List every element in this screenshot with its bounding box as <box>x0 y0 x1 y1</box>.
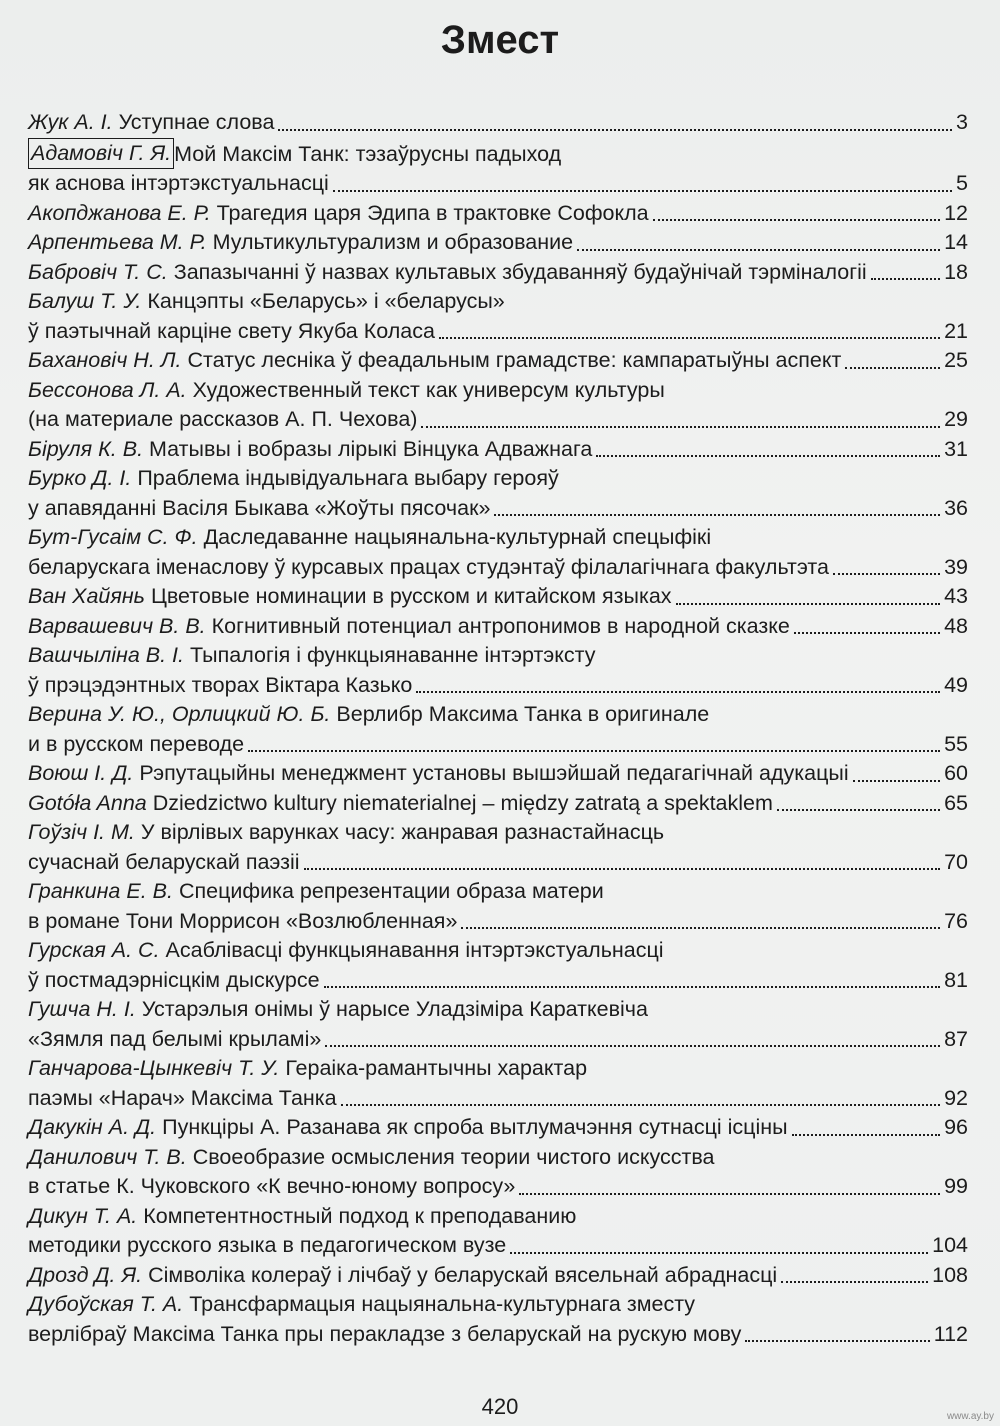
toc-line <box>28 108 968 138</box>
toc-line <box>28 228 968 258</box>
toc-title: Канцэпты «Беларусь» і «беларусы» <box>147 289 505 313</box>
dot-leader <box>792 1134 940 1136</box>
toc-page-number: 70 <box>944 849 968 874</box>
toc-page-number: 104 <box>932 1233 968 1257</box>
toc-title: Сімволіка колераў і лічбаў у беларускай вясельнай абраднасці <box>148 1262 778 1287</box>
toc-title: Художественный текст как универсум культуры <box>192 377 665 402</box>
toc-line <box>28 1320 968 1350</box>
toc-title: у апавяданні Васіля Быкава «Жоўты пясочак» <box>28 495 491 520</box>
dot-leader <box>676 603 941 605</box>
toc-page-number: 18 <box>944 259 968 284</box>
toc-line <box>28 287 968 317</box>
toc-line <box>28 1261 968 1291</box>
toc-line <box>28 700 968 730</box>
toc-line <box>28 1113 968 1143</box>
toc-author: Дикун Т. А. <box>28 1203 138 1228</box>
toc-author: Гурская А. С. <box>28 938 160 962</box>
dot-leader <box>510 1252 928 1254</box>
toc-title: Гераіка-рамантычны характар <box>285 1056 588 1080</box>
toc-entry <box>28 877 968 936</box>
toc-page-number: 29 <box>944 407 968 431</box>
toc-title: Компетентностный подход к преподаванию <box>143 1203 577 1228</box>
toc-author: Данилович Т. В. <box>28 1144 187 1169</box>
toc-title: Асаблівасці функцыянавання інтэртэкстуальнасці <box>165 938 664 962</box>
toc-page-number: 14 <box>944 230 968 254</box>
toc-entry <box>28 199 968 229</box>
toc-entry <box>28 1202 968 1261</box>
dot-leader <box>853 780 940 782</box>
toc-author: Вашчыліна В. І. <box>28 643 184 667</box>
toc-entry <box>28 1143 968 1202</box>
toc-line <box>28 1025 968 1055</box>
toc-author: Дакукін А. Д. <box>28 1115 157 1139</box>
toc-title: Трансфармацыя нацыянальна-культурнага зместу <box>189 1292 696 1316</box>
toc-line <box>28 1172 968 1202</box>
toc-line <box>28 553 968 583</box>
toc-page-number: 60 <box>944 761 968 785</box>
toc-page-number: 81 <box>944 967 968 992</box>
toc-author: Жук А. І. <box>28 110 113 134</box>
table-of-contents <box>28 108 968 1349</box>
toc-author: Гушча Н. І. <box>28 997 136 1021</box>
toc-page-number: 108 <box>932 1262 968 1287</box>
toc-line <box>28 759 968 789</box>
toc-author: Бабровіч Т. С. <box>28 259 168 284</box>
toc-entry <box>28 1261 968 1291</box>
toc-line <box>28 258 968 288</box>
dot-leader <box>577 249 940 251</box>
toc-author: Бахановіч Н. Л. <box>28 348 182 372</box>
toc-line <box>28 966 968 996</box>
toc-entry <box>28 464 968 523</box>
toc-line <box>28 612 968 642</box>
dot-leader <box>416 691 940 693</box>
dot-leader <box>278 129 952 131</box>
toc-author: Акопджанова Е. Р. <box>28 200 211 225</box>
toc-title: Специфика репрезентации образа матери <box>178 879 604 903</box>
toc-author: Бут-Гусаім С. Ф. <box>28 525 198 549</box>
toc-author: Біруля К. В. <box>28 436 144 461</box>
toc-title: (на материале рассказов А. П. Чехова) <box>28 407 418 431</box>
watermark: www.ay.by <box>946 1411 994 1422</box>
toc-line <box>28 346 968 376</box>
toc-entry <box>28 523 968 582</box>
toc-line <box>28 199 968 229</box>
toc-page-number: 31 <box>944 436 968 461</box>
toc-line <box>28 138 968 170</box>
toc-page-number: 49 <box>944 672 968 697</box>
toc-author: Адамовіч Г. Я. <box>28 138 174 170</box>
dot-leader <box>777 809 940 811</box>
toc-title: Пункціры А. Разанава як спроба вытлумачэння сутнасці ісціны <box>162 1115 788 1139</box>
toc-line <box>28 789 968 819</box>
dot-leader <box>745 1340 929 1342</box>
toc-entry <box>28 936 968 995</box>
toc-line <box>28 317 968 347</box>
toc-line <box>28 907 968 937</box>
toc-author: Арпентьева М. Р. <box>28 230 207 254</box>
toc-entry <box>28 612 968 642</box>
toc-entry <box>28 1290 968 1349</box>
toc-line <box>28 582 968 612</box>
toc-entry <box>28 700 968 759</box>
dot-leader <box>421 426 940 428</box>
toc-title: в статье К. Чуковского «К вечно-юному вопросу» <box>28 1174 516 1198</box>
toc-page-number: 3 <box>956 110 968 134</box>
toc-line <box>28 1143 968 1173</box>
toc-title: Мой Максім Танк: тэзаўрусны падыход <box>174 141 562 166</box>
toc-entry <box>28 1054 968 1113</box>
toc-title: Запазычанні ў назвах культавых збудаванняў будаўнічай тэрміналогіі <box>173 259 867 284</box>
toc-page-number: 48 <box>944 613 968 638</box>
toc-page-number: 21 <box>944 318 968 343</box>
toc-entry <box>28 138 968 199</box>
toc-line <box>28 818 968 848</box>
toc-author: Ван Хайянь <box>28 584 145 608</box>
toc-line <box>28 1084 968 1114</box>
toc-title: Своеобразие осмысления теории чистого искусства <box>192 1144 715 1169</box>
toc-page-number: 55 <box>944 731 968 756</box>
toc-title: беларускага іменаслову ў курсавых працах студэнтаў філалагічнага факультэта <box>28 554 829 579</box>
dot-leader <box>439 337 940 339</box>
toc-title: методики русского языка в педагогическом вузе <box>28 1233 507 1257</box>
toc-author: Варвашевич В. В. <box>28 613 206 638</box>
dot-leader <box>324 986 940 988</box>
toc-line <box>28 848 968 878</box>
toc-line <box>28 1290 968 1320</box>
dot-leader <box>845 367 940 369</box>
toc-title: в романе Тони Моррисон «Возлюбленная» <box>28 908 458 933</box>
toc-page-number: 12 <box>944 200 968 225</box>
toc-title: «Зямля пад белымі крыламі» <box>28 1026 322 1051</box>
toc-author: Gotóła Anna <box>28 790 147 815</box>
toc-page-number: 5 <box>956 171 968 195</box>
dot-leader <box>833 573 940 575</box>
toc-title: Рэпутацыйны менеджмент установы вышэйшай педагагічнай адукацыі <box>139 761 849 785</box>
toc-title: Праблема індывідуальнага выбару герояў <box>137 466 559 490</box>
toc-title: Трагедия царя Эдипа в трактовке Софокла <box>216 200 649 225</box>
toc-line <box>28 1231 968 1261</box>
toc-entry <box>28 435 968 465</box>
toc-title: Даследаванне нацыянальна-культурнай спецыфікі <box>203 525 712 549</box>
toc-entry <box>28 287 968 346</box>
dot-leader <box>304 868 941 870</box>
toc-page-number: 112 <box>933 1321 968 1346</box>
toc-page-number: 39 <box>944 554 968 579</box>
toc-line <box>28 405 968 435</box>
toc-title: ў паэтычнай карціне свету Якуба Коласа <box>28 318 435 343</box>
dot-leader <box>781 1281 928 1283</box>
toc-author: Ганчарова-Цынкевіч Т. У. <box>28 1056 280 1080</box>
toc-author: Бурко Д. І. <box>28 466 132 490</box>
dot-leader <box>333 190 952 192</box>
toc-entry <box>28 641 968 700</box>
toc-entry <box>28 376 968 435</box>
toc-title: Устарэлыя онімы ў нарысе Уладзіміра Караткевіча <box>141 997 648 1021</box>
toc-page-number: 43 <box>944 584 968 608</box>
dot-leader <box>461 927 940 929</box>
toc-title: ў постмадэрнісцкім дыскурсе <box>28 967 320 992</box>
toc-entry <box>28 995 968 1054</box>
toc-line <box>28 730 968 760</box>
toc-line <box>28 995 968 1025</box>
toc-title: сучаснай беларускай паэзіі <box>28 849 300 874</box>
toc-line <box>28 671 968 701</box>
toc-title: и в русском переводе <box>28 731 245 756</box>
page-number: 420 <box>481 1394 519 1419</box>
toc-page-number: 76 <box>944 908 968 933</box>
toc-title: Dziedzictwo kultury niematerialnej – między zatratą a spektaklem <box>152 790 773 815</box>
toc-title: Матывы і вобразы лірыкі Вінцука Адважнага <box>149 436 593 461</box>
toc-entry <box>28 1113 968 1143</box>
toc-entry <box>28 108 968 138</box>
toc-page-number: 65 <box>944 790 968 815</box>
toc-title: У вірлівых варунках часу: жанравая разнастайнасць <box>140 820 665 844</box>
toc-page-number: 92 <box>944 1085 968 1110</box>
toc-page-number: 87 <box>944 1026 968 1051</box>
dot-leader <box>248 750 940 752</box>
toc-entry <box>28 346 968 376</box>
toc-line <box>28 1054 968 1084</box>
toc-entry <box>28 789 968 819</box>
toc-page-number: 96 <box>944 1115 968 1139</box>
toc-line <box>28 1202 968 1232</box>
toc-title: Тыпалогія і функцыянаванне інтэртэксту <box>189 643 596 667</box>
toc-title: Верлибр Максима Танка в оригинале <box>336 702 710 726</box>
toc-page-number: 36 <box>944 495 968 520</box>
toc-line <box>28 464 968 494</box>
dot-leader <box>871 278 940 280</box>
toc-entry <box>28 228 968 258</box>
toc-author: Гоўзіч І. М. <box>28 820 135 844</box>
dot-leader <box>494 514 940 516</box>
dot-leader <box>596 455 940 457</box>
dot-leader <box>341 1104 940 1106</box>
toc-title: як аснова інтэртэкстуальнасці <box>28 171 329 195</box>
toc-author: Гранкина Е. В. <box>28 879 173 903</box>
toc-entry <box>28 582 968 612</box>
toc-title: Уступнае слова <box>118 110 275 134</box>
toc-title: паэмы «Нарач» Максіма Танка <box>28 1085 337 1110</box>
toc-entry <box>28 258 968 288</box>
toc-author: Верина У. Ю., Орлицкий Ю. Б. <box>28 702 331 726</box>
dot-leader <box>653 219 940 221</box>
toc-title: Статус лесніка ў феадальным грамадстве: кампаратыўны аспект <box>187 348 842 372</box>
toc-title: Когнитивный потенциал антропонимов в народной сказке <box>211 613 790 638</box>
dot-leader <box>519 1193 940 1195</box>
toc-line <box>28 936 968 966</box>
toc-line <box>28 523 968 553</box>
toc-author: Бессонова Л. А. <box>28 377 187 402</box>
toc-entry <box>28 818 968 877</box>
toc-line <box>28 169 968 199</box>
toc-page-number: 99 <box>944 1174 968 1198</box>
dot-leader <box>794 632 940 634</box>
toc-line <box>28 435 968 465</box>
toc-title: Мультикультурализм и образование <box>212 230 574 254</box>
toc-entry <box>28 759 968 789</box>
toc-line <box>28 877 968 907</box>
toc-line <box>28 376 968 406</box>
toc-author: Дрозд Д. Я. <box>28 1262 143 1287</box>
toc-author: Воюш І. Д. <box>28 761 134 785</box>
toc-title: ў прэцэдэнтных творах Віктара Казько <box>28 672 413 697</box>
toc-author: Балуш Т. У. <box>28 289 142 313</box>
toc-line <box>28 494 968 524</box>
toc-line <box>28 641 968 671</box>
toc-title: верлібраў Максіма Танка пры перакладзе з беларускай на рускую мову <box>28 1321 742 1346</box>
dot-leader <box>325 1045 940 1047</box>
toc-page-number: 25 <box>944 348 968 372</box>
toc-author: Дубоўская Т. А. <box>28 1292 184 1316</box>
page-title: Змест <box>440 18 560 62</box>
toc-title: Цветовые номинации в русском и китайском языках <box>150 584 672 608</box>
